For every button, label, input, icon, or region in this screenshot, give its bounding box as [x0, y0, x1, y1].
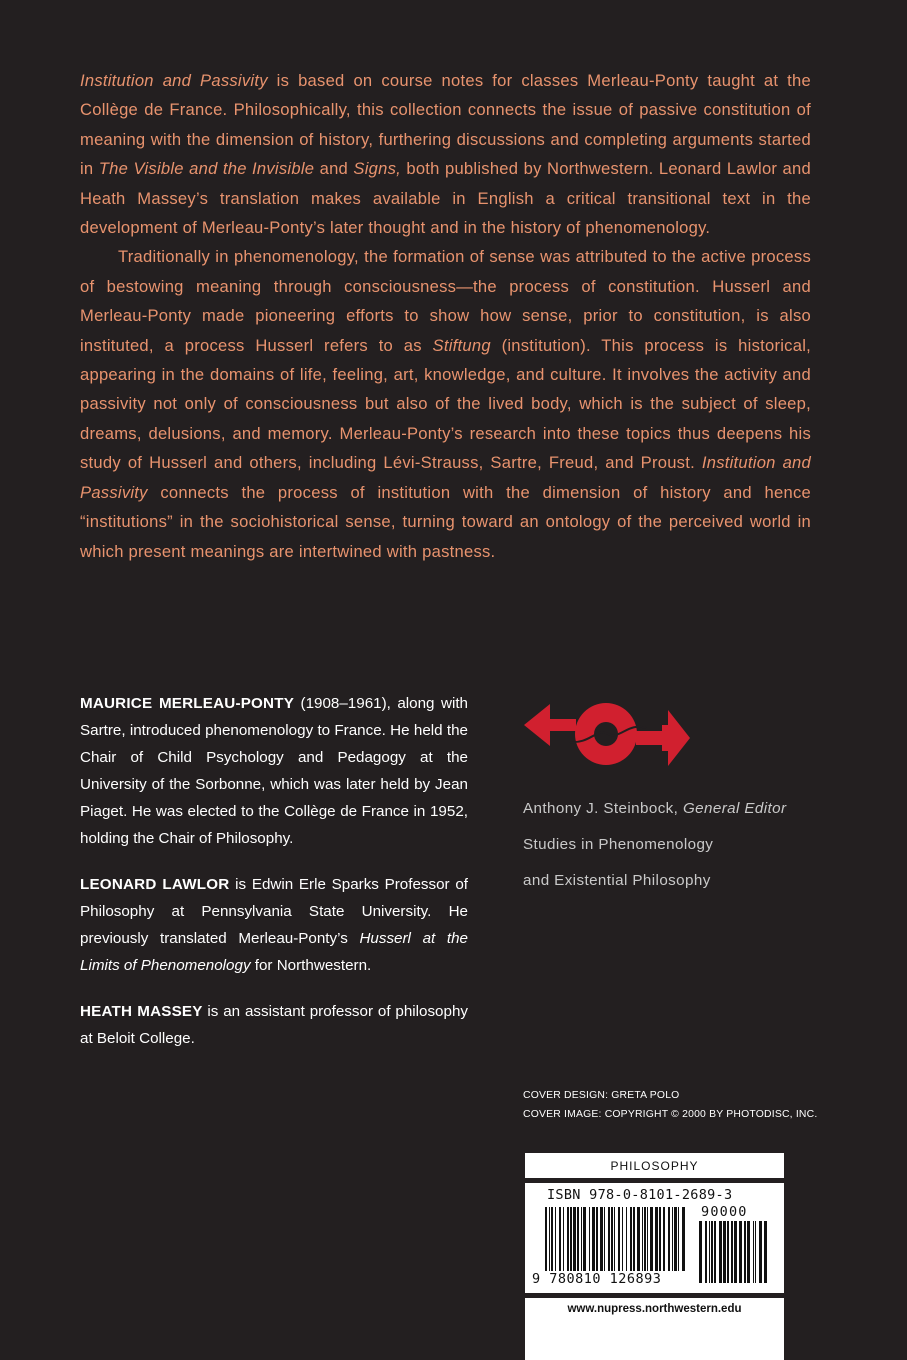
barcode-bar [549, 1207, 550, 1271]
barcode-bar [655, 1207, 658, 1271]
cover-design-credit: COVER DESIGN: GRETA POLO [523, 1090, 680, 1101]
price-bar [731, 1221, 733, 1283]
barcode-bar [682, 1207, 685, 1271]
barcode-bar [573, 1207, 576, 1271]
barcode-bar [678, 1207, 679, 1271]
barcode-bar [644, 1207, 646, 1271]
bio-massey: HEATH MASSEY is an assistant professor of philosophy at Beloit College. [80, 1003, 468, 1047]
price-bar [709, 1221, 710, 1283]
barcode-bar [642, 1207, 643, 1271]
barcode-bar [608, 1207, 610, 1271]
barcode-bar [626, 1207, 627, 1271]
publisher-url-box [525, 1298, 784, 1360]
author-bios [80, 690, 468, 1071]
book-description [80, 66, 811, 566]
barcode-bar [672, 1207, 673, 1271]
series-title-line-1: Studies in Phenomenology [523, 836, 714, 853]
series-logo-icon [524, 692, 694, 772]
price-bar [719, 1221, 722, 1283]
barcode-bar [630, 1207, 632, 1271]
price-bar [747, 1221, 750, 1283]
barcode-bar [647, 1207, 648, 1271]
book-title: Husserl at the Limits of Phenomenology [80, 930, 468, 974]
text-run: Traditionally in phenomenology, the formation of sense was attributed to the active process of bestowing meaning through consciousness—the process of constitution. Husserl and Merleau-Ponty made pioneering efforts to show how sense, prior to constitution, is also instituted, a process Husserl refers to as [80, 247, 811, 355]
barcode-bar [650, 1207, 653, 1271]
italic-title: Institution and Passivity [80, 71, 268, 90]
price-code: 90000 [701, 1204, 748, 1220]
barcode-bar [563, 1207, 564, 1271]
series-title-line-2: and Existential Philosophy [523, 872, 711, 889]
text-run: connects the process of institution with the dimension of history and hence “institutions” in the sociohistorical sense, turning toward an ontology of the perceived world in which present meanings are intertwined with pastness. [80, 482, 811, 561]
barcode-bar [618, 1207, 620, 1271]
barcode-bar [668, 1207, 670, 1271]
barcode-bar [604, 1207, 605, 1271]
barcode-bar [551, 1207, 553, 1271]
barcode-bar [583, 1207, 586, 1271]
text-run: is based on course notes for classes Merleau-Ponty taught at the Collège de France. Philosophically, this collection connects the issue of passive constitution of meaning with the dimension of history, furthering discussions and completing arguments started in [80, 71, 811, 179]
barcode-bar [637, 1207, 640, 1271]
italic-title: Signs, [353, 159, 401, 179]
ean-digits: 9 780810 126893 [532, 1271, 662, 1287]
barcode-bar [614, 1207, 615, 1271]
text-run: both published by Northwestern. Leonard Lawlor and Heath Massey’s translation makes available in English a critical transitional text in the development of Merleau-Ponty’s later thought and in the history of phenomenology. [80, 159, 811, 238]
barcode-bar [622, 1207, 623, 1271]
barcode-bar [596, 1207, 598, 1271]
price-bar [759, 1221, 762, 1283]
price-bar [764, 1221, 767, 1283]
price-bar [755, 1221, 756, 1283]
price-bar [753, 1221, 754, 1283]
cover-credits [523, 1086, 817, 1124]
italic-title: Stiftung [432, 335, 491, 355]
barcode-bar [567, 1207, 569, 1271]
italic-title: Institution and Passivity [80, 453, 812, 502]
bio-name: MAURICE MERLEAU-PONTY [80, 695, 295, 712]
isbn-text: ISBN 978-0-8101-2689-3 [547, 1187, 733, 1203]
price-bar [699, 1221, 702, 1283]
italic-title: The Visible and the Invisible [98, 159, 315, 179]
barcode-bar [611, 1207, 613, 1271]
barcode-bar [577, 1207, 579, 1271]
text-run: and [314, 159, 354, 179]
series-info [523, 791, 786, 899]
series-editor: Anthony J. Steinbock, General Editor [523, 800, 787, 817]
barcode-bar [633, 1207, 635, 1271]
category-label: PHILOSOPHY [525, 1153, 784, 1178]
price-bar [723, 1221, 726, 1283]
price-bar [727, 1221, 729, 1283]
barcode-bar [570, 1207, 572, 1271]
price-bar [711, 1221, 713, 1283]
barcode-bar [545, 1207, 547, 1271]
bio-name: LEONARD LAWLOR [80, 876, 230, 893]
barcode-bar [674, 1207, 677, 1271]
barcode-bar [663, 1207, 665, 1271]
barcode-bar [600, 1207, 603, 1271]
barcode-bar [555, 1207, 556, 1271]
publisher-url: www.nupress.northwestern.edu [567, 1303, 742, 1315]
bio-name: HEATH MASSEY [80, 1003, 203, 1020]
bio-lawlor: LEONARD LAWLOR is Edwin Erle Sparks Professor of Philosophy at Pennsylvania State University. He previously translated Merleau-Ponty’s Husserl at the Limits of Phenomenology for Northwestern. [80, 876, 468, 974]
price-bar [714, 1221, 716, 1283]
description-paragraph-2 [80, 242, 811, 565]
barcode-bar [589, 1207, 590, 1271]
barcode-bar [581, 1207, 582, 1271]
price-bar [705, 1221, 707, 1283]
barcode-bar [659, 1207, 661, 1271]
price-bar [734, 1221, 737, 1283]
barcode-bar [592, 1207, 595, 1271]
bio-merleau-ponty: MAURICE MERLEAU-PONTY (1908–1961), along with Sartre, introduced phenomenology to France. He held the Chair of Child Psychology and Pedagogy at the University of the Sorbonne, which was later held by Jean Piaget. He was elected to the Collège de France in 1952, holding the Chair of Philosophy. [80, 695, 468, 847]
price-bar [739, 1221, 742, 1283]
barcode [525, 1183, 784, 1293]
description-paragraph-1 [80, 66, 811, 242]
price-bar [744, 1221, 746, 1283]
cover-image-credit: COVER IMAGE: COPYRIGHT © 2000 BY PHOTODISC, INC. [523, 1109, 818, 1120]
text-run: (institution). This process is historical, appearing in the domains of life, feeling, art, knowledge, and culture. It involves the activity and passivity not only of consciousness but also of the lived body, which is the subject of sleep, dreams, delusions, and memory. Merleau-Ponty’s research into these topics thus deepens his study of Husserl and others, including Lévi-Strauss, Sartre, Freud, and Proust. [80, 335, 811, 473]
barcode-bar [559, 1207, 561, 1271]
